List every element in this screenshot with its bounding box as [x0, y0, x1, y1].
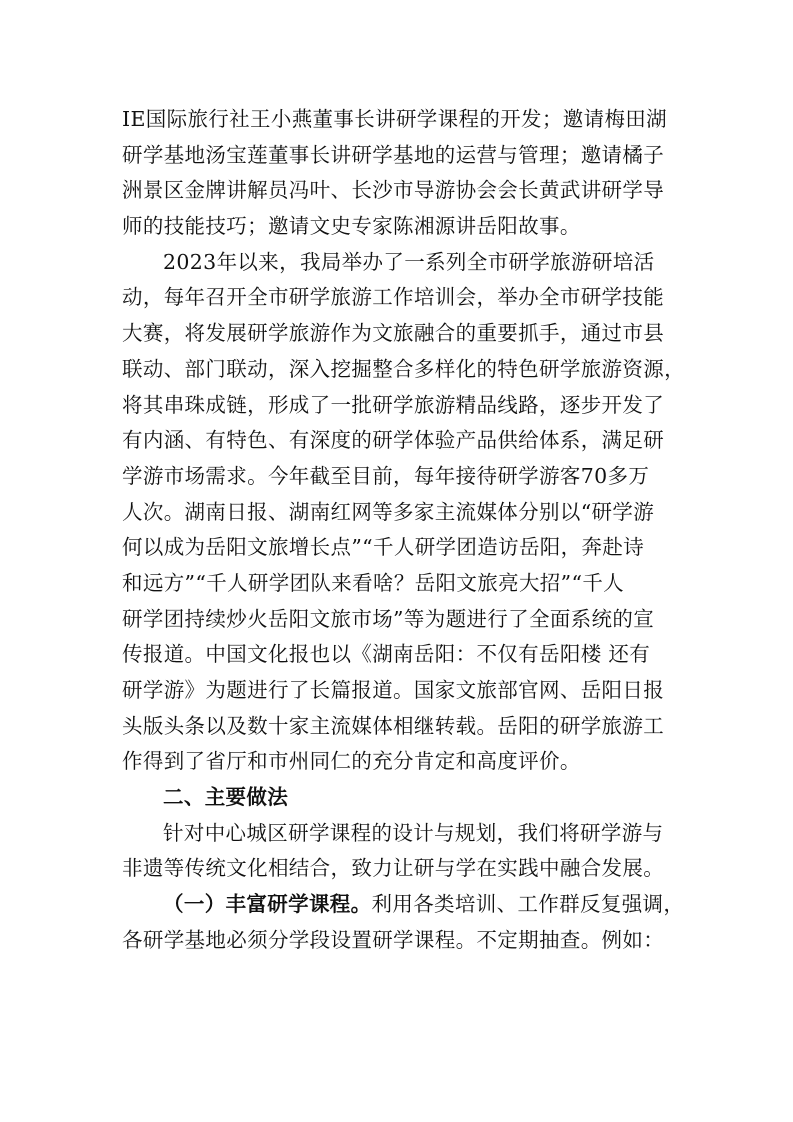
- paragraph-line: 和远方”“千人研学团队来看啥？岳阳文旅亮大招”“千人: [122, 570, 625, 595]
- paragraph-line: 研学团持续炒火岳阳文旅市场”等为题进行了全面系统的宣: [122, 606, 655, 631]
- subsection-heading: （一）丰富研学课程。: [163, 892, 372, 917]
- paragraph-line: 非遗等传统文化相结合，致力让研与学在实践中融合发展。: [122, 856, 665, 881]
- subsection-text: 利用各类培训、工作群反复强调，: [371, 892, 685, 917]
- paragraph-line: 针对中心城区研学课程的设计与规划，我们将研学游与: [163, 820, 664, 845]
- paragraph-line: 有内涵、有特色、有深度的研学体验产品供给体系，满足研: [122, 428, 665, 453]
- paragraph-line: 头版头条以及数十家主流媒体相继转载。岳阳的研学旅游工: [122, 713, 665, 738]
- body-text: [122, 102, 685, 959]
- paragraph-line: 洲景区金牌讲解员冯叶、长沙市导游协会会长黄武讲研学导: [122, 178, 665, 203]
- paragraph-line: 学游市场需求。今年截至目前，每年接待研学游客70多万: [122, 463, 650, 488]
- paragraph-line: 大赛，将发展研学旅游作为文旅融合的重要抓手，通过市县: [122, 321, 665, 346]
- paragraph-line: 2023年以来，我局举办了一系列全市研学旅游研培活: [163, 249, 655, 274]
- section-heading: 二、主要做法: [163, 785, 289, 810]
- paragraph-line: 将其串珠成链，形成了一批研学旅游精品线路，逐步开发了: [122, 392, 665, 417]
- paragraph-line: 各研学基地必须分学段设置研学课程。不定期抽查。例如：: [122, 927, 665, 952]
- paragraph-line: 研学基地汤宝莲董事长讲研学基地的运营与管理；邀请橘子: [122, 142, 665, 167]
- paragraph-line: 研学游》为题进行了长篇报道。国家文旅部官网、岳阳日报: [122, 678, 665, 702]
- paragraph-line: 动，每年召开全市研学旅游工作培训会，举办全市研学技能: [122, 285, 665, 310]
- paragraph-line: 人次。湖南日报、湖南红网等多家主流媒体分别以“研学游: [122, 499, 655, 524]
- paragraph-line: 传报道。中国文化报也以《湖南岳阳：不仅有岳阳楼 还有: [122, 642, 651, 667]
- paragraph-line: [122, 887, 685, 923]
- paragraph-line: 何以成为岳阳文旅增长点”“千人研学团造访岳阳，奔赴诗: [122, 535, 645, 560]
- paragraph-line: 联动、部门联动，深入挖掘整合多样化的特色研学旅游资源，: [122, 356, 685, 381]
- paragraph-line: IE国际旅行社王小燕董事长讲研学课程的开发；邀请梅田湖: [122, 107, 668, 131]
- paragraph-line: 师的技能技巧；邀请文史专家陈湘源讲岳阳故事。: [122, 214, 581, 239]
- paragraph-line: 作得到了省厅和市州同仁的充分肯定和高度评价。: [122, 749, 581, 774]
